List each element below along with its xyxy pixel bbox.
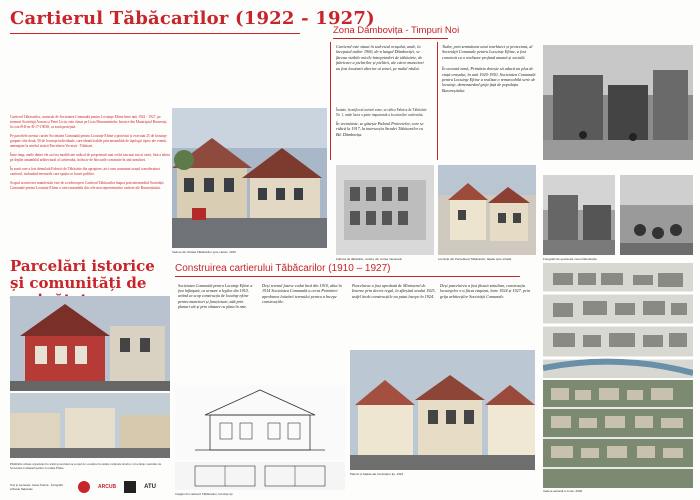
- caption-2: Imagini din cartierul Tăbăcarilor, locuinţe tip: [175, 492, 233, 496]
- zone-underline: [333, 38, 448, 39]
- parcelari-house-photo: [10, 296, 170, 391]
- caption-6: Planuri și fațade ale locuinţelor tip, 1924: [350, 472, 404, 476]
- middle-italic-block: [336, 44, 428, 74]
- aerial-map-photo: [543, 263, 693, 378]
- lower-col4-italic: Deși parcelarea a fost făcută simultan, construcția locuinţelor s-a făcut etapizat, între 1924 și 1927, prin grija arhitecților Societăţii Comunale.: [440, 283, 530, 299]
- title-underline: [10, 33, 300, 34]
- left-paragraph-3: Între timp, unele dintre ele au fost modificate radical de proprietarii mai vechi sau mai noi ai casei, fără a altera pe deplin ansamblul arhitectural al cartierului, inclusiv de blocurile construite în anii următori.: [10, 153, 170, 162]
- lower-col-3: [352, 283, 437, 299]
- zone-title: Zona Dâmbovița - Timpuri Noi: [333, 25, 460, 36]
- caption-3: Fabrica de tăbăcărie, vedere din curtea interioară: [336, 257, 402, 261]
- constructia-title: Construirea cartierului Tăbăcarilor (1910 – 1927): [175, 263, 391, 274]
- right-italic-block: [442, 44, 537, 93]
- arcub-logo-icon: [78, 481, 90, 493]
- parcelari-title: Parcelări istorice și comunități de: [10, 257, 155, 292]
- left-paragraph-4: În zonă care a fost demolată Fabricii de Tăbăcărie din apropiere, aici cum consumat orașul a modernizat cartierul, incluzând terenurile care spațiu cu locuri publice.: [10, 167, 160, 176]
- bw-photo-1: [543, 175, 615, 255]
- houses-photo: [438, 165, 536, 255]
- caption-5: Fotografii de epocă ale zonei Dâmbovița: [543, 257, 597, 261]
- lower-col2-italic: Deși terenul fusese cedat încă din 1910, abia în 1914 Societatea Comunală a cerut Primăriei aprobarea lotizării terenului pentru a începe construcțiile.: [262, 283, 342, 305]
- middle-italic-c: În vecinătate, se găsește Palatul Proiectelor, care se ridică la 1917, la intersecția Stradei Tăbăcarilor cu Bd. Dâmbovița.: [336, 121, 424, 137]
- right-italic-a: Tudor, prin semnătura unui rearhitect și proiectant, al Societăţii Comunale pentru Locuințe Eftine, a fost construit cu o realizare profund umană și socială.: [442, 44, 533, 60]
- left-paragraph-1: Cartierul Tăbăcarilor, construit de Societatea Comunală pentru Locuinţe Eftine între anii 1922 - 1927, pe terenuri Societăţii Aurora și Petre Liciu, este clasat pe Lista Monumentelor Istorice din Municipiul București, la cota B-II-m-B-17-19038, ca zonă protejată.: [10, 115, 168, 129]
- middle-divider: [330, 42, 331, 160]
- middle-dark-block: [336, 108, 428, 137]
- middle-italic-a: Cartierul este situat în sud-estul orașului, unde, la începutul anilor 1900, de-a lungul Dâmboviței, se făceau vizibile micile întreprinderi de tăbăcărie, de fabricare a pielurilor și pielării, ale căror muncitori au fost locatarii ulterior ai zonei, pe malul râului.: [336, 44, 424, 71]
- left-column-text: [10, 115, 170, 191]
- left-paragraph-5: Scopul acestei noi manifestări este de a redescoperi Cartierul Tăbăcarilor înapoi prin intermediul Societății Comunale pentru Locuințe Eftine a cărei ansamblu din cele mai reprezentative cartiere ale Bucureștiului.: [10, 181, 164, 190]
- caption-1: Vedere din Strada Tăbăcarilor spre cartier, 1926: [172, 250, 236, 254]
- historic-houses-photo: [350, 350, 535, 470]
- lower-intro-italic: Societatea Comunală pentru Locuinţe Eftine a fost înfiinţată, ca urmare a legilor din 1910, având ca scop construcția de locuinţe eftine pentru muncitori și funcționari, atât prin planuri cât și prin vânzare cu plata în rate.: [178, 283, 253, 309]
- main-title: Cartierul Tăbăcarilor (1922 - 1927): [10, 8, 375, 29]
- parcelari-street-photo: [10, 393, 170, 458]
- caption-7: Vedere aeriană a zonei, 2020: [543, 489, 583, 493]
- caption-4: Locuinţe din Parcelarea Tăbăcarilor, fațade spre stradă: [438, 257, 511, 261]
- lower-col-1: [178, 283, 256, 309]
- lower-col-2: [262, 283, 347, 305]
- bottom-left-note: Plimbările urbane organizate în cadrul proiectului au scopul de a readuce în atenție cartierele istorice cu locuinţe construite de Societatea Comunală pentru Locuințe Eftine.: [10, 462, 162, 470]
- right-divider: [437, 42, 438, 160]
- logo-arcub: ARCUB: [98, 484, 117, 490]
- cartier-street-photo: [172, 108, 327, 248]
- bw-photo-2: [620, 175, 693, 255]
- plan-drawing: [175, 462, 345, 490]
- facade-drawing: [175, 385, 345, 460]
- logo-atu: ATU: [144, 484, 156, 490]
- right-italic-b: În această zonă, Primăria dorește să aducă un plus de viață orașului, în anii 1920-1930, Societatea Comunală pentru Locuinţe Eftine a realizat o remarcabilă serie de locuinţe, demonstrând grija față de populația Bucureștiului.: [442, 66, 536, 93]
- historic-street-photo: [543, 45, 693, 160]
- logo-strip: [10, 478, 170, 496]
- constructia-underline: [175, 276, 520, 277]
- left-paragraph-2: Pe parcelele acestui cartier Societatea Comunală pentru Locuințe Eftine a proiectat și executat 25 de locuinţe grupate câte două, 50 de locuinţe individuale, care identificabile prin ansamblul de tipologii tipice ale vremii, amenajate la nivelul străzii Parcelarea Vecerști - Tăbăcari.: [10, 134, 168, 148]
- atu-logo-icon: [124, 481, 136, 493]
- aerial-detail-photo: [543, 380, 693, 488]
- factory-photo: [336, 165, 434, 255]
- lower-col-4: [440, 283, 535, 299]
- middle-italic-b: Înainte, în mijlocul acestei zone, se ridica Fabrica de Tăbăcărie Nr. 1, unde lucra o parte importantă a locuitorilor cartierului.: [336, 108, 427, 117]
- lower-col3-italic: Parcelarea a fost aprobată de Ministerul de Interne prin decret regal, la sfârșitul anului 1923, astfel încât construcțiile au putut începe în 1924.: [352, 283, 436, 299]
- credits: Text și cercetare: Ioana Tudora · Fotografii: Arhivele Naționale: [10, 483, 64, 491]
